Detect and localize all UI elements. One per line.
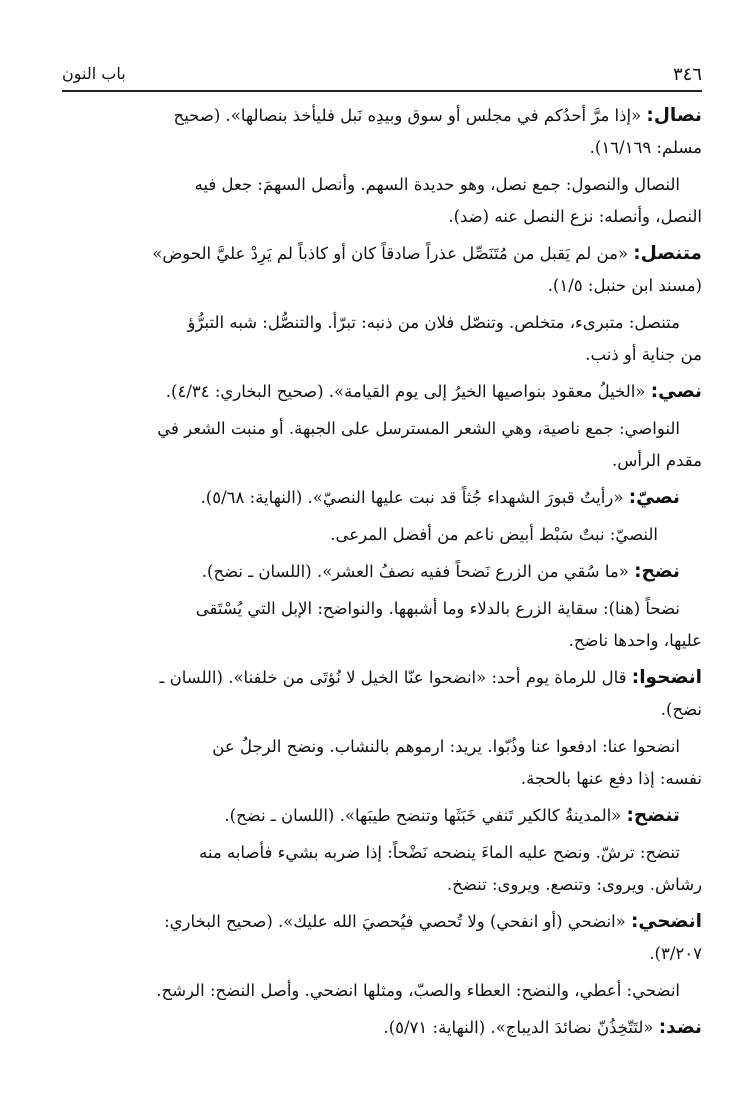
entry-line (62, 763, 702, 795)
entry-line (62, 694, 702, 726)
entry-line (62, 731, 702, 763)
entry-line (62, 270, 702, 302)
headword: نصي: (650, 381, 702, 402)
entry-line (62, 339, 702, 371)
entry-line (62, 906, 702, 938)
dictionary-entry (62, 1012, 702, 1044)
chapter-title: باب النون (62, 64, 126, 83)
dictionary-entry (62, 593, 702, 657)
dictionary-entry (62, 413, 702, 477)
entry-text: ٣/٢٠٧). (649, 944, 702, 963)
entry-text: «رأيتُ قبورَ الشهداء جُثاً قد نبت عليها النصيّ». (النهاية: ٥/٦٨). (200, 488, 629, 507)
entry-text: النصال والنصول: جمع نصل، وهو حديدة السهم. وأنصل السهمَ: جعل فيه (194, 175, 680, 194)
entry-line (62, 376, 702, 408)
headword: نضح: (634, 561, 680, 582)
entry-line (62, 975, 702, 1007)
entry-line (62, 413, 702, 445)
entry-text: نضح). (660, 700, 702, 719)
entry-text: انضحوا عنا: ادفعوا عنا وذُبّوا. يريد: ارموهم بالنشاب. ونضح الرجلُ عن (212, 737, 680, 756)
entry-text: «لتَتّخِذُنّ نضائدَ الديباج». (النهاية: ٥/٧١). (383, 1018, 659, 1037)
headword: نضد: (658, 1017, 702, 1038)
dictionary-entry (62, 307, 702, 371)
entry-line (62, 800, 702, 832)
entry-line (62, 100, 702, 132)
headword: نصال: (646, 105, 702, 126)
entry-text: تنضح: ترشّ. ونضح عليه الماءَ ينضحه نَضْحاً: إذا ضربه بشيء فأصابه منه (199, 843, 680, 862)
dictionary-entry (62, 376, 702, 408)
entry-text: «ما سُقي من الزرع نَضحاً ففيه نصفُ العشر». (اللسان ـ نضح). (201, 562, 635, 581)
dictionary-entry (62, 556, 702, 588)
dictionary-entry (62, 906, 702, 970)
dictionary-entry (62, 800, 702, 832)
entry-text: نفسه: إذا دفع عنها بالحجة. (520, 769, 702, 788)
dictionary-entry (62, 169, 702, 233)
page-content (62, 100, 702, 1044)
entry-text: قال للرماة يوم أحد: «انضحوا عنّا الخيل لا نُؤتَى من خلفنا». (اللسان ـ (159, 668, 632, 687)
entry-text: النصل، وأنصله: نزع النصل عنه (ضد). (448, 207, 702, 226)
entry-line (62, 1012, 702, 1044)
entry-text: «إذا مرَّ أحدُكم في مجلس أو سوق وبيدِه نَبل فليأخذ بنصالها». (صحيح (173, 106, 647, 125)
entry-line (62, 593, 702, 625)
entry-line (62, 869, 702, 901)
entry-text: من جناية أو ذنب. (585, 345, 702, 364)
dictionary-entry (62, 975, 702, 1007)
entry-line (62, 169, 702, 201)
entry-line (62, 938, 702, 970)
entry-text: النصيّ: نبتٌ سَبْط أبيض ناعم من أفضل المرعى. (330, 525, 658, 544)
entry-line (62, 482, 702, 514)
entry-text: رشاش. ويروى: وتنصع. ويروى: تنضخ. (446, 875, 702, 894)
entry-line (62, 837, 702, 869)
entry-line (62, 132, 702, 164)
headword: انضحوا: (631, 667, 702, 688)
entry-line (62, 519, 702, 551)
entry-text: «انضحي (أو انفحي) ولا تُحصي فيُحصيَ الله عليك». (صحيح البخاري: (164, 912, 632, 931)
entry-line (62, 238, 702, 270)
entry-text: النواصي: جمع ناصية، وهي الشعر المسترسل على الجبهة. أو منبت الشعر في (157, 419, 680, 438)
entry-line (62, 625, 702, 657)
page-number: ٣٤٦ (672, 64, 702, 85)
dictionary-entry (62, 837, 702, 901)
headword: انضحي: (631, 911, 702, 932)
entry-text: انضحي: أعطي، والنضح: العطاء والصبّ، ومثلها انضحي. وأصل النضح: الرشح. (156, 981, 680, 1000)
entry-line (62, 201, 702, 233)
dictionary-entry (62, 731, 702, 795)
dictionary-entry (62, 662, 702, 726)
entry-text: عليها، واحدها ناضح. (568, 631, 702, 650)
entry-text: نضحاً (هنا): سقاية الزرع بالدلاء وما أشبهها. والنواضح: الإبل التي يُسْتَقى (195, 599, 680, 618)
dictionary-entry (62, 238, 702, 302)
headword: متنصل: (633, 243, 702, 264)
entry-text: (مسند ابن حنبل: ١/٥). (547, 276, 702, 295)
headword: نصيّ: (628, 487, 680, 508)
dictionary-entry (62, 519, 702, 551)
entry-line (62, 556, 702, 588)
entry-text: متنصل: متبرىء، متخلص. وتنصّل فلان من ذنبه: تبرّأ. والتنصُّل: شبه التبرُّؤ (187, 313, 680, 332)
entry-text: «الخيلُ معقود بنواصيها الخيرُ إلى يوم القيامة». (صحيح البخاري: ٤/٣٤). (165, 382, 651, 401)
entry-text: مسلم: ١٦/١٦٩). (589, 138, 702, 157)
dictionary-entry (62, 482, 702, 514)
entry-line (62, 445, 702, 477)
dictionary-entry (62, 100, 702, 164)
entry-line (62, 307, 702, 339)
entry-text: مقدم الرأس. (612, 451, 702, 470)
book-page (62, 58, 702, 1044)
page-header (62, 58, 702, 92)
headword: تنضح: (626, 805, 680, 826)
entry-text: «المدينةُ كالكير تَنفي خَبَثَها وتنضح طيبَها». (اللسان ـ نضح). (224, 806, 627, 825)
entry-text: «من لم يَقبل من مُتَنَصِّل عذراً صادقاً كان أو كاذباً لم يَرِدْ عليَّ الحوض» (152, 244, 634, 263)
entry-line (62, 662, 702, 694)
